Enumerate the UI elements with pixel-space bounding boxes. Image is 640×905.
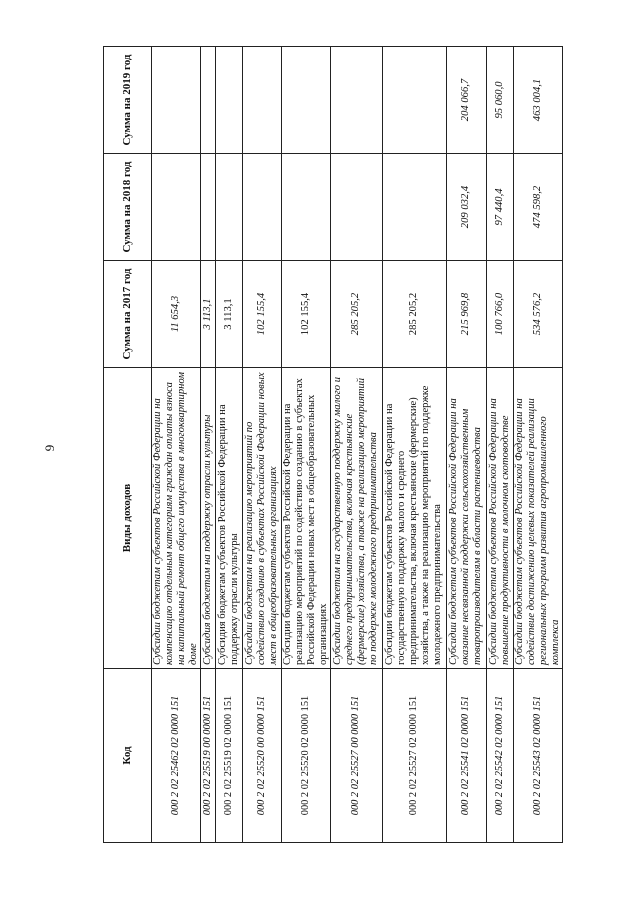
row-sum-2018: 97 440,4 [486, 154, 513, 261]
row-code: 000 2 02 25543 02 0000 151 [513, 669, 562, 843]
header-sum-2018: Сумма на 2018 год [104, 154, 152, 261]
header-name: Виды доходов [104, 368, 152, 669]
row-sum-2018 [242, 154, 281, 261]
row-sum-2017: 3 113,1 [200, 261, 215, 368]
table-row [281, 47, 330, 843]
row-sum-2017: 11 654,3 [152, 261, 201, 368]
table-row [200, 47, 215, 843]
row-sum-2017: 285 205,2 [382, 261, 446, 368]
table-row [486, 47, 513, 843]
row-code: 000 2 02 25541 02 0000 151 [446, 669, 486, 843]
row-sum-2018 [152, 154, 201, 261]
row-code: 000 2 02 25527 00 0000 151 [330, 669, 382, 843]
row-sum-2017: 215 969,8 [446, 261, 486, 368]
row-sum-2017: 3 113,1 [215, 261, 242, 368]
table-row [330, 47, 382, 843]
table-row [152, 47, 201, 843]
row-name: Субсидии бюджетам субъектов Российской Федерации на государственную поддержку малого и среднего предпринимательства, включая крестьянские (фермерские) хозяйства, а также на реализацию мероприятий по поддержке молодежного предпринимательства [382, 368, 446, 669]
row-name: Субсидии бюджетам субъектов Российской Федерации на повышение продуктивности в молочном скотоводстве [486, 368, 513, 669]
row-sum-2018 [281, 154, 330, 261]
row-code: 000 2 02 25520 00 0000 151 [242, 669, 281, 843]
row-name: Субсидии бюджетам на реализацию мероприятий по содействию созданию в субъектах Российской Федерации новых мест в общеобразовательных организациях [242, 368, 281, 669]
row-sum-2019 [281, 47, 330, 154]
row-sum-2017: 102 155,4 [281, 261, 330, 368]
table-row [215, 47, 242, 843]
income-table [103, 46, 563, 843]
table-row [382, 47, 446, 843]
row-code: 000 2 02 25519 00 0000 151 [200, 669, 215, 843]
table-row [242, 47, 281, 843]
table-row [513, 47, 562, 843]
row-sum-2017: 534 576,2 [513, 261, 562, 368]
row-sum-2019 [152, 47, 201, 154]
row-sum-2018 [215, 154, 242, 261]
row-sum-2019 [242, 47, 281, 154]
header-sum-2017: Сумма на 2017 год [104, 261, 152, 368]
row-sum-2017: 102 155,4 [242, 261, 281, 368]
row-sum-2018 [200, 154, 215, 261]
row-name: Субсидия бюджетам субъектов Российской Федерации на поддержку отрасли культуры [215, 368, 242, 669]
row-name: Субсидии бюджетам на государственную поддержку малого и среднего предпринимательства, включая крестьянские (фермерские) хозяйства, а также на реализацию мероприятий по поддержке молодежного предпринимательства [330, 368, 382, 669]
table-row [446, 47, 486, 843]
row-code: 000 2 02 25462 02 0000 151 [152, 669, 201, 843]
row-sum-2019 [215, 47, 242, 154]
row-code: 000 2 02 25527 02 0000 151 [382, 669, 446, 843]
row-sum-2017: 100 766,0 [486, 261, 513, 368]
page-number: 9 [42, 444, 57, 452]
row-sum-2018: 474 598,2 [513, 154, 562, 261]
row-code: 000 2 02 25519 02 0000 151 [215, 669, 242, 843]
row-sum-2018 [382, 154, 446, 261]
row-name: Субсидии бюджетам субъектов Российской Федерации на содействие достижению целевых показателей реализации региональных программ развития агропромышленного комплекса [513, 368, 562, 669]
row-code: 000 2 02 25542 02 0000 151 [486, 669, 513, 843]
row-name: Субсидия бюджетам на поддержку отрасли культуры [200, 368, 215, 669]
row-sum-2019 [330, 47, 382, 154]
header-row [104, 47, 152, 843]
row-sum-2019: 204 066,7 [446, 47, 486, 154]
row-sum-2017: 285 205,2 [330, 261, 382, 368]
row-sum-2019 [382, 47, 446, 154]
row-sum-2019: 95 060,0 [486, 47, 513, 154]
row-sum-2018: 209 032,4 [446, 154, 486, 261]
row-sum-2019 [200, 47, 215, 154]
header-code: Код [104, 669, 152, 843]
row-name: Субсидии бюджетам субъектов Российской Федерации на оказание несвязанной поддержки сельскохозяйственным товаропроизводителям в области растениеводства [446, 368, 486, 669]
row-name: Субсидии бюджетам субъектов Российской Федерации на реализацию мероприятий по содействию созданию в субъектах Российской Федерации новых мест в общеобразовательных организациях [281, 368, 330, 669]
rotated-table-wrapper [103, 47, 561, 843]
row-name: Субсидии бюджетам субъектов Российской Федерации на компенсацию отдельным категориям граждан оплаты взноса на капитальный ремонт общего имущества в многоквартирном доме [152, 368, 201, 669]
header-sum-2019: Сумма на 2019 год [104, 47, 152, 154]
row-sum-2018 [330, 154, 382, 261]
row-sum-2019: 463 004,1 [513, 47, 562, 154]
row-code: 000 2 02 25520 02 0000 151 [281, 669, 330, 843]
